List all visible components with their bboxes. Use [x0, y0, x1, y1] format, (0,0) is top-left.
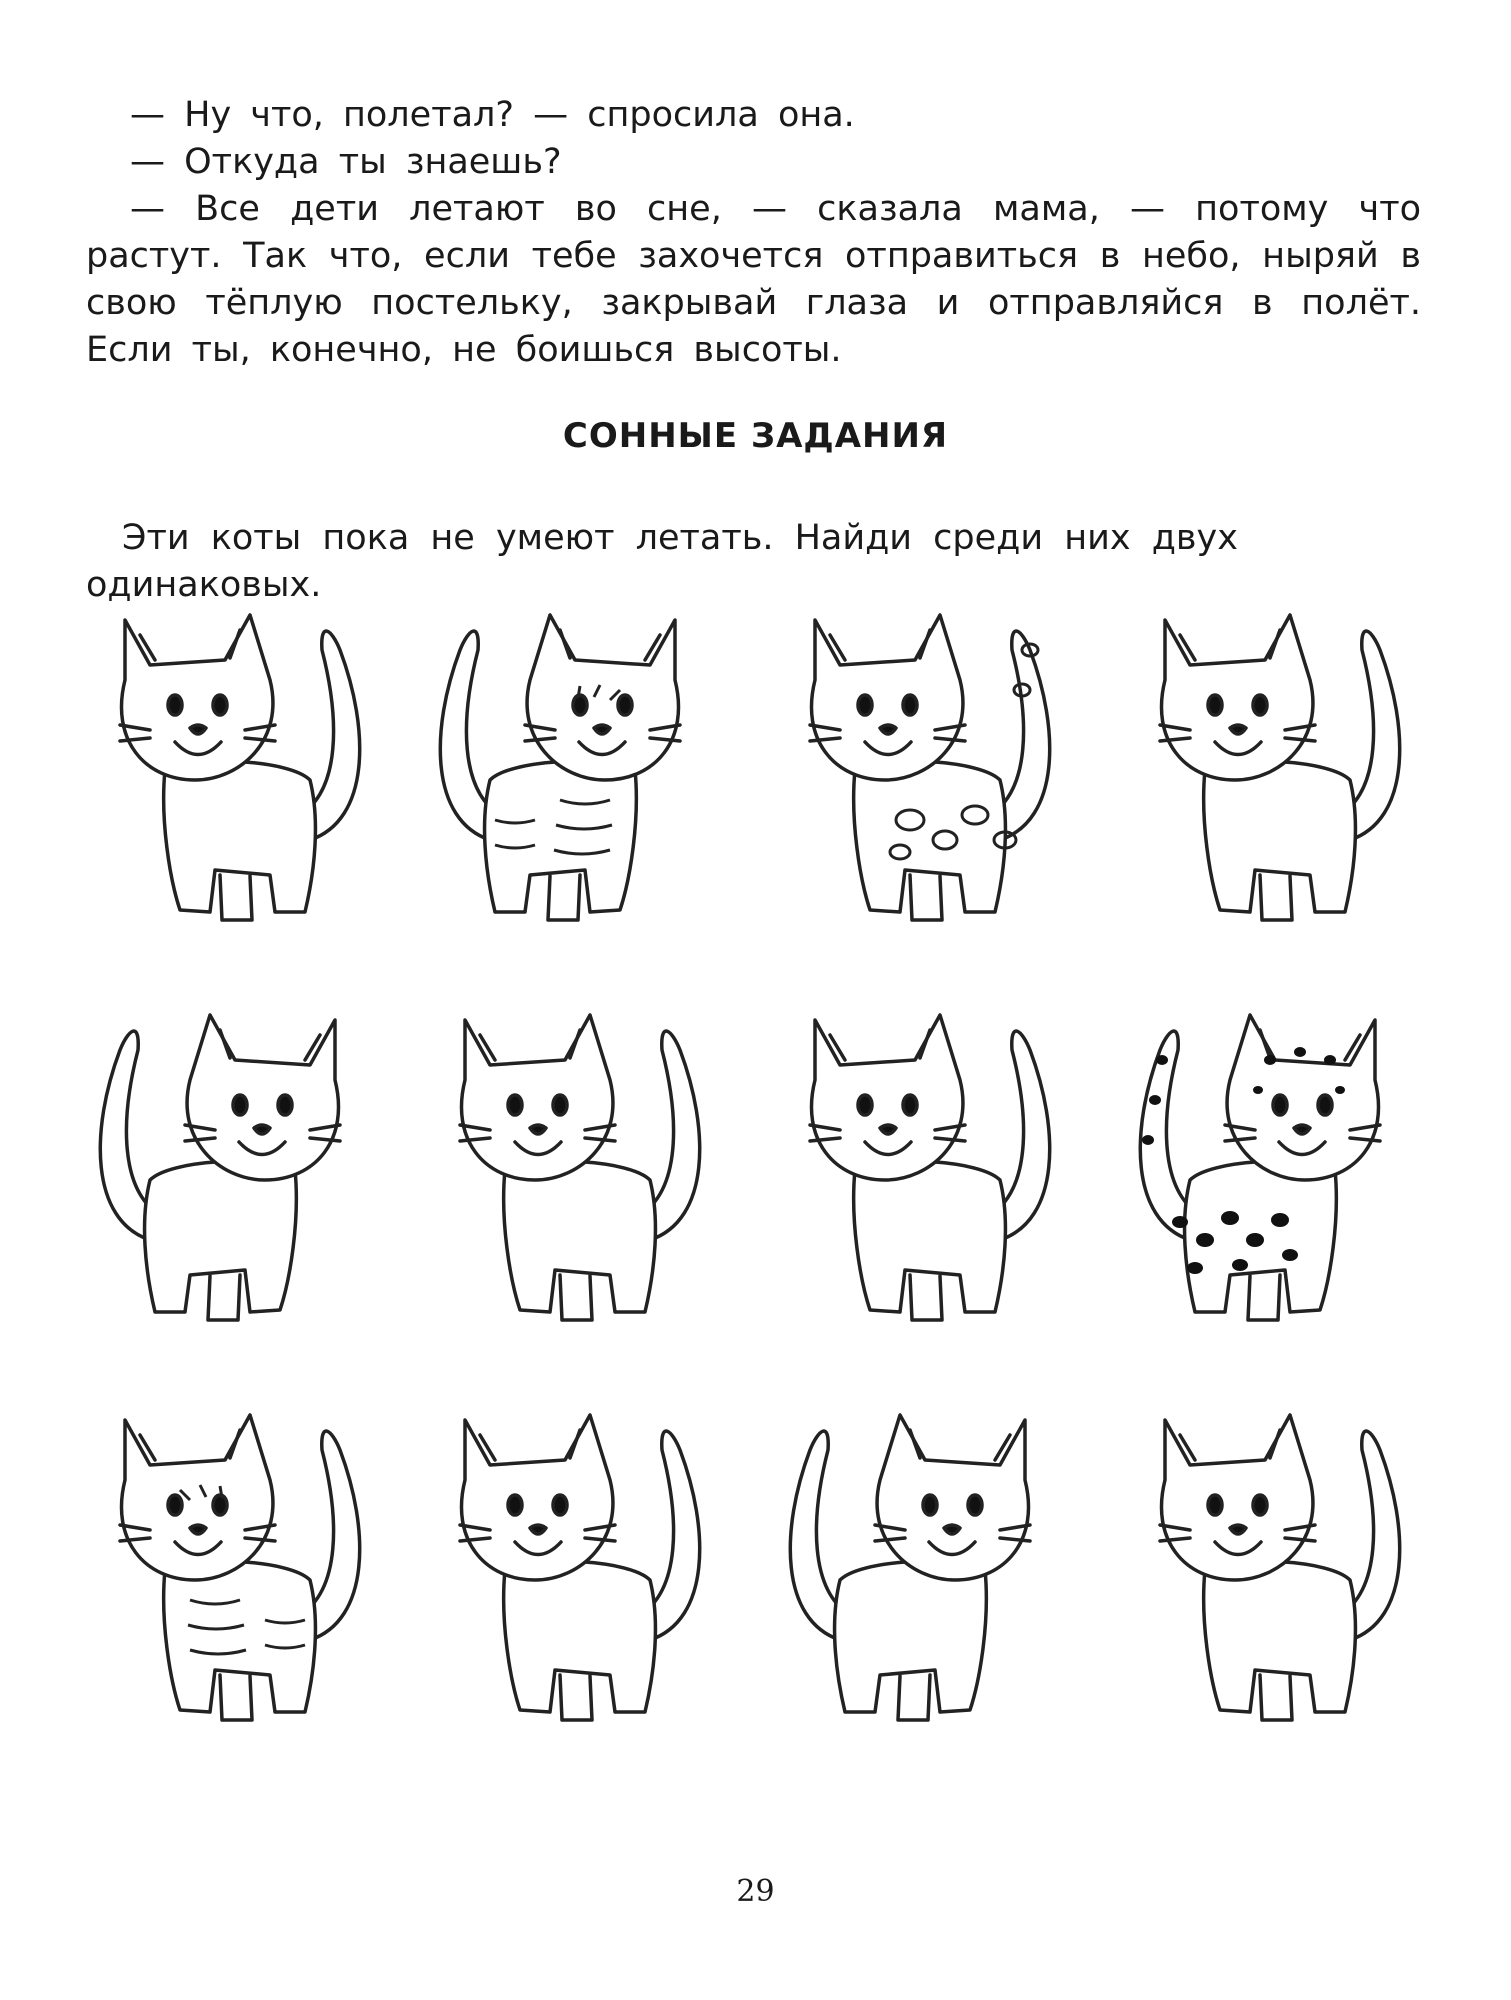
- cat-illustration-9[interactable]: [70, 1390, 390, 1750]
- task-instruction: Эти коты пока не умеют летать. Найди среди них двух одинаковых.: [86, 518, 1238, 605]
- page-number: 29: [736, 1874, 775, 1909]
- cat-illustration-7[interactable]: [760, 990, 1080, 1350]
- cat-illustration-1[interactable]: [70, 590, 390, 950]
- cat-illustration-4[interactable]: [1110, 590, 1430, 950]
- cat-illustration-6[interactable]: [410, 990, 730, 1350]
- dialogue-line-1: — Ну что, полетал? — спросила она.: [130, 95, 855, 135]
- cat-illustration-2[interactable]: [410, 590, 730, 950]
- dialogue-line-3: — Все дети летают во сне, — сказала мама, — потому что растут. Так что, если тебе захочется отправиться в небо, ныряй в свою тёплую постельку, закрывай глаза и отправляйся в полёт. Если ты, конечно, не боишься высоты.: [86, 189, 1421, 370]
- cat-illustration-3[interactable]: [760, 590, 1080, 950]
- cat-illustration-10[interactable]: [410, 1390, 730, 1750]
- story-text: [86, 92, 1421, 374]
- cat-illustration-11[interactable]: [760, 1390, 1080, 1750]
- cats-grid: [70, 590, 1440, 1760]
- cat-illustration-5[interactable]: [70, 990, 390, 1350]
- section-title: СОННЫЕ ЗАДАНИЯ: [562, 416, 949, 456]
- cat-illustration-12[interactable]: [1110, 1390, 1430, 1750]
- cat-illustration-8[interactable]: [1110, 990, 1430, 1350]
- dialogue-line-2: — Откуда ты знаешь?: [130, 142, 562, 182]
